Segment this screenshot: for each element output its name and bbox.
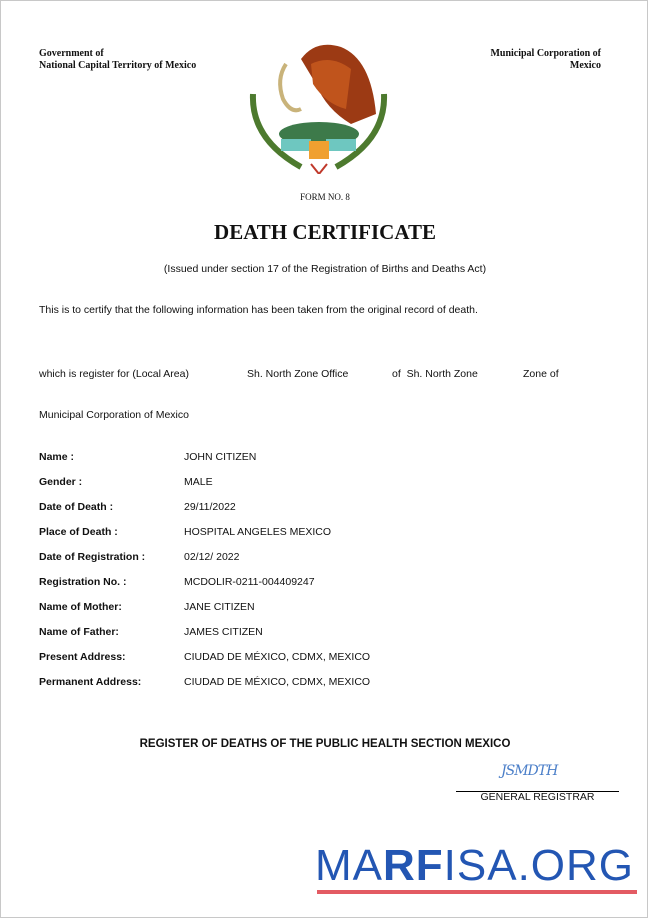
field-label: Place of Death : — [39, 526, 118, 538]
register-title: REGISTER OF DEATHS OF THE PUBLIC HEALTH SECTION MEXICO — [139, 738, 511, 750]
watermark-part: MA — [315, 841, 383, 890]
register-line-part4: Zone of — [523, 368, 559, 380]
register-line-part1: which is register for (Local Area) — [39, 368, 189, 380]
field-label: Date of Registration : — [39, 551, 146, 563]
header-right-line: Municipal Corporation of — [490, 48, 601, 59]
register-line-part5: Municipal Corporation of Mexico — [39, 409, 189, 421]
certify-text: This is to certify that the following information has been taken from the original record of death. — [39, 304, 478, 316]
field-label: Permanent Address: — [39, 676, 142, 688]
watermark-underline — [317, 890, 637, 894]
mexico-coat-of-arms-emblem — [241, 39, 396, 174]
field-label: Name of Mother: — [39, 601, 122, 613]
signatory-label: GENERAL REGISTRAR — [480, 791, 595, 803]
field-value: MALE — [184, 476, 213, 488]
field-value: JANE CITIZEN — [184, 601, 255, 613]
field-value: 29/11/2022 — [184, 501, 236, 513]
field-value: MCDOLIR-0211-004409247 — [184, 576, 315, 588]
field-label: Name of Father: — [39, 626, 119, 638]
field-value: JAMES CITIZEN — [184, 626, 263, 638]
field-value: JOHN CITIZEN — [184, 451, 257, 463]
form-number: FORM NO. 8 — [300, 192, 350, 202]
field-value: 02/12/ 2022 — [184, 551, 240, 563]
field-label: Date of Death : — [39, 501, 114, 513]
field-value: CIUDAD DE MÉXICO, CDMX, MEXICO — [184, 676, 371, 688]
field-value: HOSPITAL ANGELES MEXICO — [184, 526, 332, 538]
field-label: Present Address: — [39, 651, 126, 663]
header-right — [490, 48, 601, 72]
watermark-part: RF — [383, 841, 444, 890]
register-line-part2: Sh. North Zone Office — [247, 368, 349, 380]
field-value: CIUDAD DE MÉXICO, CDMX, MEXICO — [184, 651, 371, 663]
certificate-title: DEATH CERTIFICATE — [214, 220, 436, 244]
certificate-subtitle: (Issued under section 17 of the Registration of Births and Deaths Act) — [163, 263, 487, 275]
watermark-logo — [315, 841, 634, 891]
field-label: Name : — [39, 451, 75, 463]
registrar-signature: JSMDTH — [501, 763, 558, 779]
field-label: Registration No. : — [39, 576, 127, 588]
header-right-line: Mexico — [569, 60, 601, 71]
header-left-line: Government of — [39, 48, 104, 59]
register-line-part3: of Sh. North Zone — [392, 368, 478, 380]
field-label: Gender : — [39, 476, 83, 488]
header-left — [39, 48, 196, 72]
header-left-line: National Capital Territory of Mexico — [39, 60, 197, 71]
watermark-part: ISA.ORG — [443, 841, 635, 890]
